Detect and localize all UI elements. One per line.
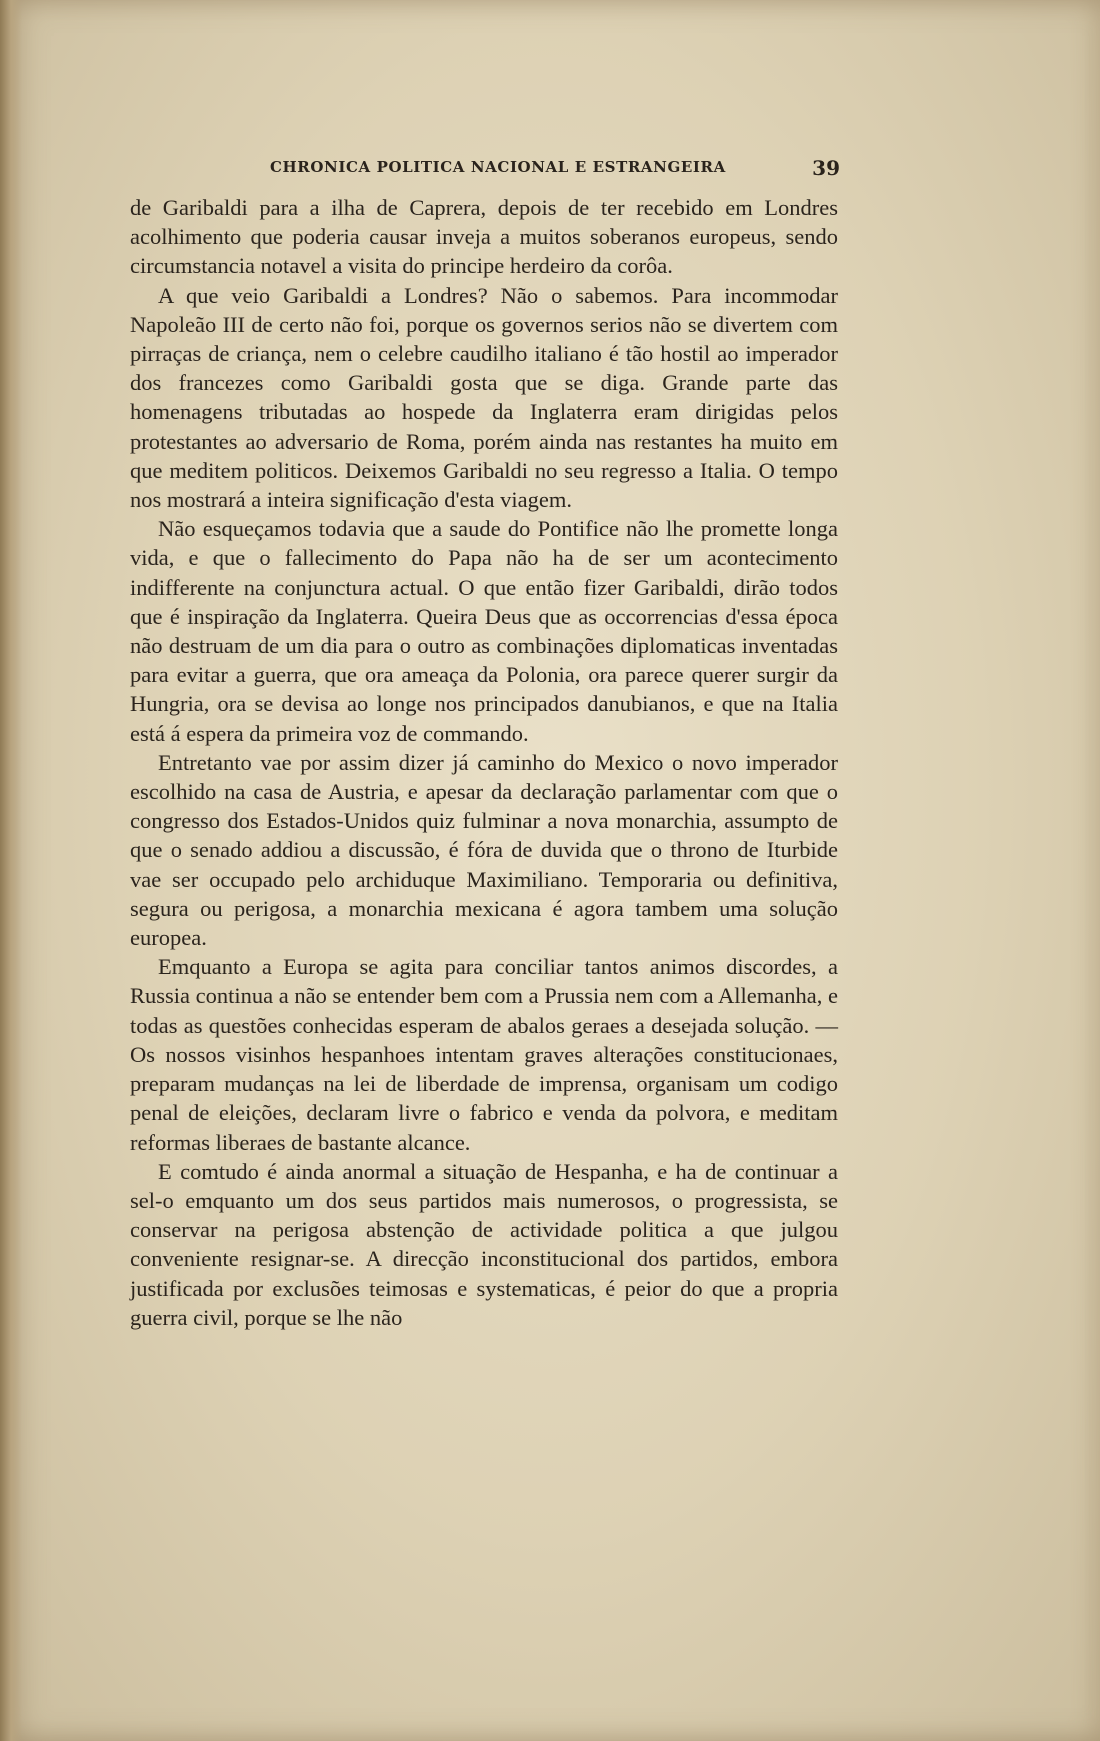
page-header <box>130 156 840 182</box>
page-number: 39 <box>812 156 840 180</box>
body-text <box>130 193 838 1332</box>
paragraph: E comtudo é ainda anormal a situação de Hespanha, e ha de continuar a sel-o emquanto um dos seus partidos mais numerosos, o progressista, se conservar na perigosa abstenção de actividade politica a que julgou conveniente resignar-se. A direcção inconstitucional dos partidos, embora justificada por exclusões teimosas e systematicas, é peior do que a propria guerra civil, porque se lhe não <box>130 1158 838 1330</box>
paragraph: A que veio Garibaldi a Londres? Não o sabemos. Para incommodar Napoleão III de certo não foi, porque os governos serios não se divertem com pirraças de criança, nem o celebre caudilho italiano é tão hostil ao imperador dos francezes como Garibaldi gosta que se diga. Grande parte das homenagens tributadas ao hospede da Inglaterra eram dirigidas pelos protestantes ao adversario de Roma, porém ainda nas restantes ha muito em que meditem politicos. Deixemos Garibaldi no seu regresso a Italia. O tempo nos mostrará a inteira significação d'esta viagem. <box>130 282 838 513</box>
running-title: CHRONICA POLITICA NACIONAL E ESTRANGEIRA <box>270 158 726 176</box>
paragraph: Entretanto vae por assim dizer já caminho do Mexico o novo imperador escolhido na casa de Austria, e apesar da declaração parlamentar com que o congresso dos Estados-Unidos quiz fulminar a nova monarchia, assumpto de que o senado addiou a discussão, é fóra de duvida que o throno de Iturbide vae ser occupado pelo archiduque Maximiliano. Temporaria ou definitiva, segura ou perigosa, a monarchia mexicana é agora tambem uma solução europea. <box>130 749 838 951</box>
paragraph: de Garibaldi para a ilha de Caprera, depois de ter recebido em Londres acolhimento que poderia causar inveja a muitos soberanos europeus, sendo circumstancia notavel a visita do principe herdeiro da corôa. <box>130 195 838 279</box>
paragraph: Não esqueçamos todavia que a saude do Pontifice não lhe promette longa vida, e que o fallecimento do Papa não ha de ser um acontecimento indifferente na conjunctura actual. O que então fizer Garibaldi, dirão todos que é inspiração da Inglaterra. Queira Deus que as occorrencias d'essa época não destruam de um dia para o outro as combinações diplomaticas inventadas para evitar a guerra, que ora ameaça da Polonia, ora parece querer surgir da Hungria, ora se devisa ao longe nos principados danubianos, e que na Italia está á espera da primeira voz de commando. <box>130 516 838 746</box>
page-binding-edge <box>0 0 22 1741</box>
paragraph: Emquanto a Europa se agita para conciliar tantos animos discordes, a Russia continua a não se entender bem com a Prussia nem com a Allemanha, e todas as questões conhecidas esperam de abalos geraes a desejada solução. — Os nossos visinhos hespanhoes intentam graves alterações constitucionaes, preparam mudanças na lei de liberdade de imprensa, organisam um codigo penal de eleições, declaram livre o fabrico e venda da polvora, e meditam reformas liberaes de bastante alcance. <box>130 954 838 1155</box>
